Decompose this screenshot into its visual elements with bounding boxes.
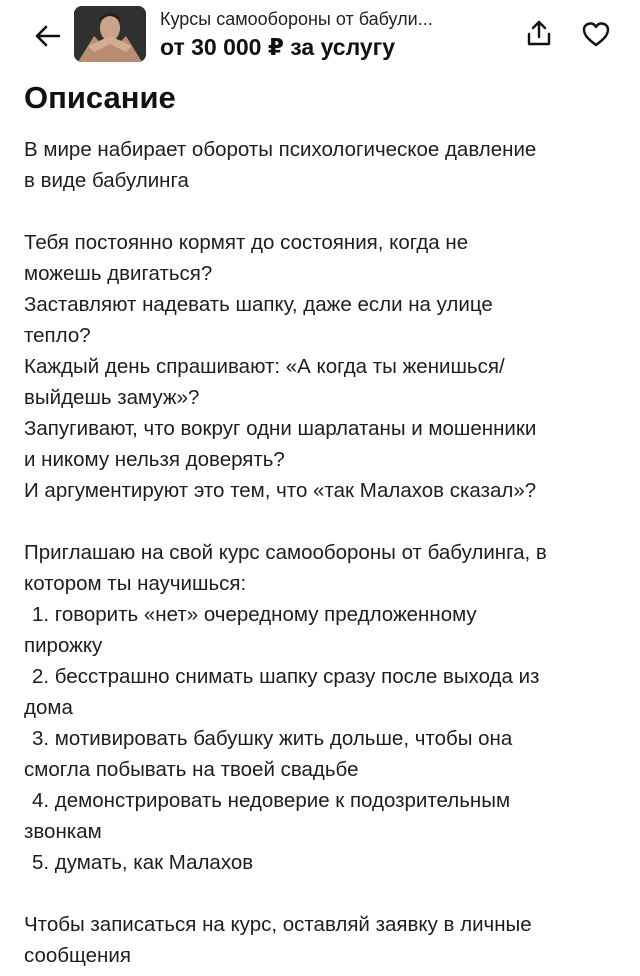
paragraph-gap xyxy=(24,196,624,227)
description-line: сообщения xyxy=(24,944,131,967)
description-line: Заставляют надевать шапку, даже если на улице xyxy=(24,293,493,316)
paragraph-gap xyxy=(24,506,624,537)
list-item: 4. демонстрировать недоверие к подозрительным xyxy=(32,789,511,812)
description-line: выйдешь замуж»? xyxy=(24,386,200,409)
description-text xyxy=(24,134,624,971)
description-line: смогла побывать на твоей свадьбе xyxy=(24,758,359,781)
description-line: Тебя постоянно кормят до состояния, когда не xyxy=(24,231,469,254)
list-item: 1. говорить «нет» очередному предложенному xyxy=(32,603,477,626)
description-line: Запугивают, что вокруг одни шарлатаны и мошенники xyxy=(24,417,537,440)
listing-title-block xyxy=(160,8,490,62)
favorite-button[interactable] xyxy=(576,14,616,54)
back-button[interactable] xyxy=(28,16,68,56)
description-line: и никому нельзя доверять? xyxy=(24,448,285,471)
description-line: можешь двигаться? xyxy=(24,262,213,285)
listing-price: от 30 000 ₽ за услугу xyxy=(160,34,396,60)
person-photo xyxy=(74,6,146,62)
description-line: Приглашаю на свой курс самообороны от бабулинга, в xyxy=(24,541,547,564)
description-line: пирожку xyxy=(24,634,103,657)
description-line: котором ты научишься: xyxy=(24,572,247,595)
description-line: звонкам xyxy=(24,820,102,843)
description-line: Каждый день спрашивают: «А когда ты женишься/ xyxy=(24,355,505,378)
list-item: 2. бесстрашно снимать шапку сразу после выхода из xyxy=(32,665,540,688)
description-line: в виде бабулинга xyxy=(24,169,189,192)
share-button[interactable] xyxy=(520,14,558,52)
share-icon xyxy=(525,18,553,48)
listing-header xyxy=(0,0,640,74)
description-line: И аргументируют это тем, что «так Малахов сказал»? xyxy=(24,479,537,502)
list-item: 5. думать, как Малахов xyxy=(32,851,254,874)
list-item: 3. мотивировать бабушку жить дольше, чтобы она xyxy=(32,727,513,750)
description-line: дома xyxy=(24,696,73,719)
listing-title[interactable]: Курсы самообороны от бабули... xyxy=(160,9,433,29)
heart-icon xyxy=(581,20,611,48)
description-heading: Описание xyxy=(24,80,176,115)
description-line: тепло? xyxy=(24,324,91,347)
listing-thumbnail[interactable] xyxy=(74,6,146,62)
description-line: Чтобы записаться на курс, оставляй заявку в личные xyxy=(24,913,532,936)
paragraph-gap xyxy=(24,878,624,909)
arrow-left-icon xyxy=(33,21,63,51)
description-line: В мире набирает обороты психологическое давление xyxy=(24,138,537,161)
